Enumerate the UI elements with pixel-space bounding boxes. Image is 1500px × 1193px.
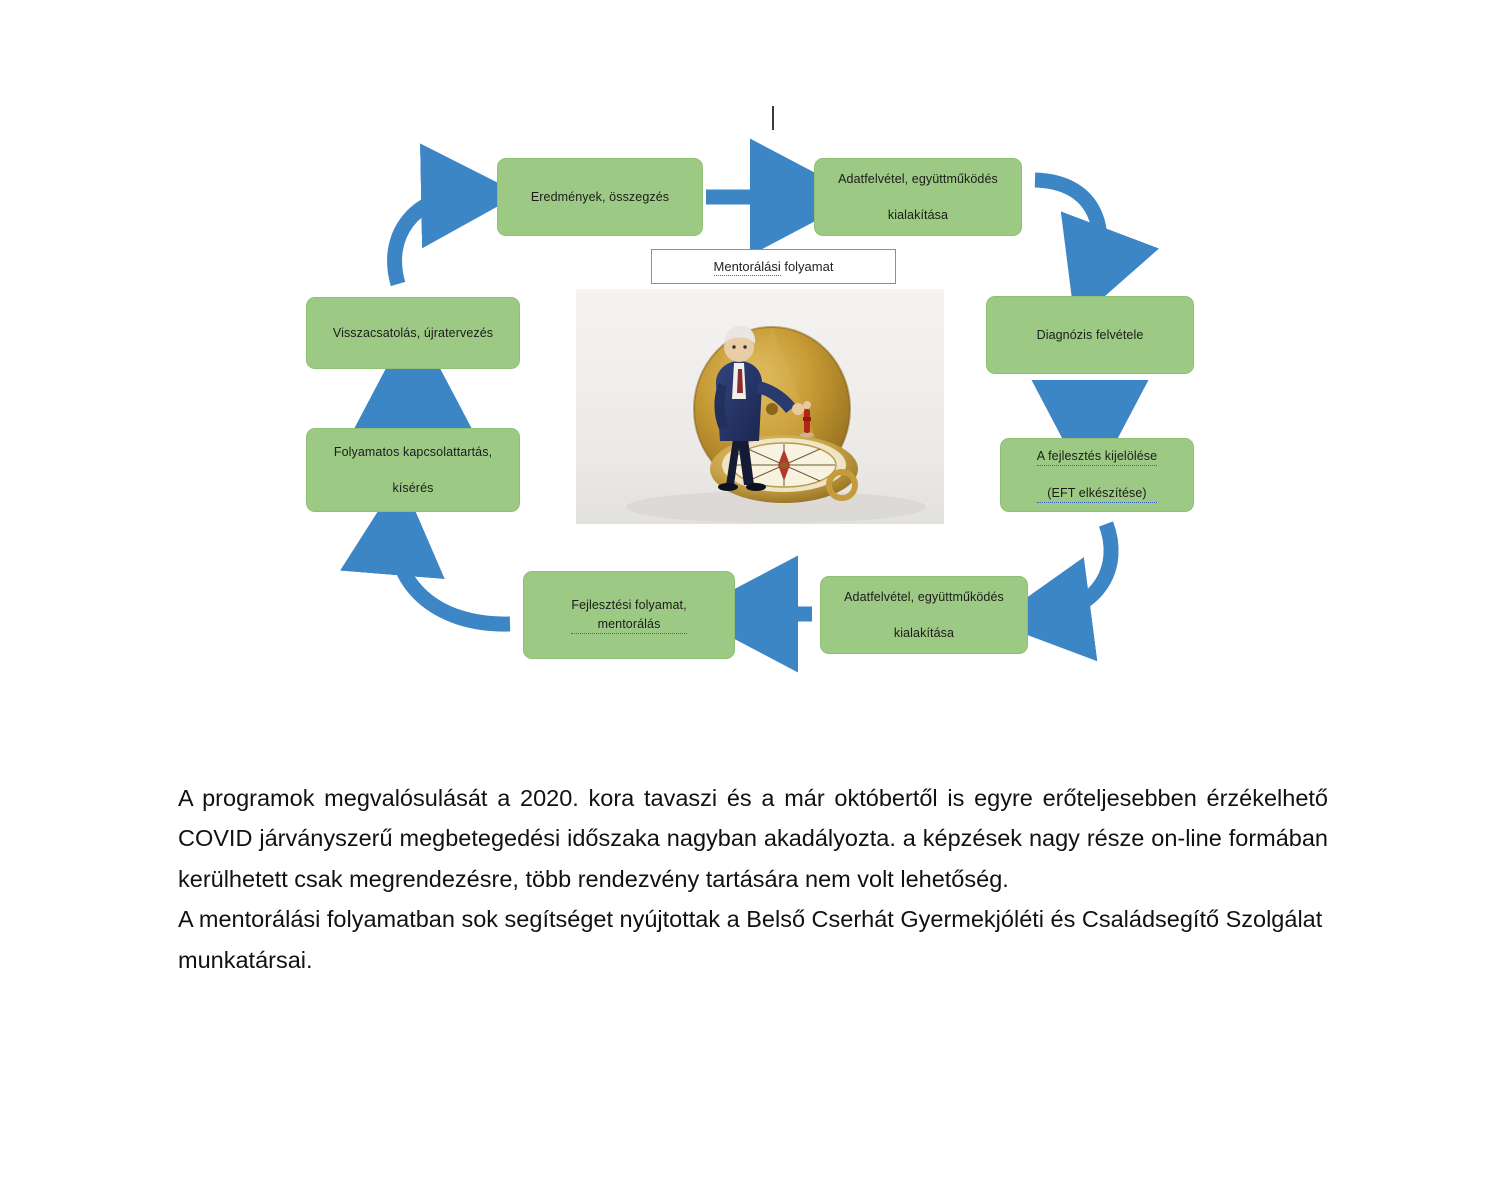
node-label-line2: (EFT elkészítése) [1037,484,1157,503]
node-fejlesztesi-folyamat-mentoralas[interactable] [523,571,735,659]
node-fejlesztes-kijelolese[interactable] [1000,438,1194,512]
node-adatfelvetel-egyuttmukodes-bottom[interactable] [820,576,1028,654]
node-label-line2: kialakítása [887,208,949,223]
node-label-line1: A fejlesztés kijelölése [1037,447,1157,466]
diagram-title-word: Mentorálási [713,259,781,274]
diagram-title-rest: folyamat [780,259,834,274]
paragraph-mentoring-support: A mentorálási folyamatban sok segítséget nyújtottak a Belső Cserhát Gyermekjóléti és Családsegítő Szolgálat munkatársai. [178,906,1323,973]
node-label-line1: Folyamatos kapcsolattartás, [333,444,493,459]
node-label-line2: mentorálás [571,615,686,634]
body-text [178,778,1328,980]
node-folyamatos-kapcsolattartas[interactable] [306,428,520,512]
node-label-line1: Fejlesztési folyamat, [571,598,687,613]
node-label: Eredmények, összegzés [530,189,670,204]
node-label: Visszacsatolás, újratervezés [332,325,494,340]
text-cursor-caret [772,106,774,130]
node-label: Diagnózis felvétele [1036,327,1144,342]
node-label-line1: Adatfelvétel, együttműködés [844,589,1004,604]
compass-photo [576,289,944,524]
node-label-line2: kialakítása [893,626,955,641]
diagram-title-box[interactable] [651,249,896,284]
paragraph-covid: A programok megvalósulását a 2020. kora tavaszi és a már októbertől is egyre erőteljesebben érzékelhető COVID járványszerű megbetegedési időszaka nagyban akadályozta. a képzések nagy része on-line formában kerülhetett csak megrendezésre, több rendezvény tartására nem volt lehetőség. [178,785,1328,892]
node-eredmenyek-osszegzes[interactable] [497,158,703,236]
node-label-line1: Adatfelvétel, együttműködés [838,171,998,186]
node-diagnozis-felvetele[interactable] [986,296,1194,374]
node-adatfelvetel-egyuttmukodes-top[interactable] [814,158,1022,236]
node-label-line2: kísérés [392,481,434,496]
node-visszacsatolas-ujratervezes[interactable] [306,297,520,369]
